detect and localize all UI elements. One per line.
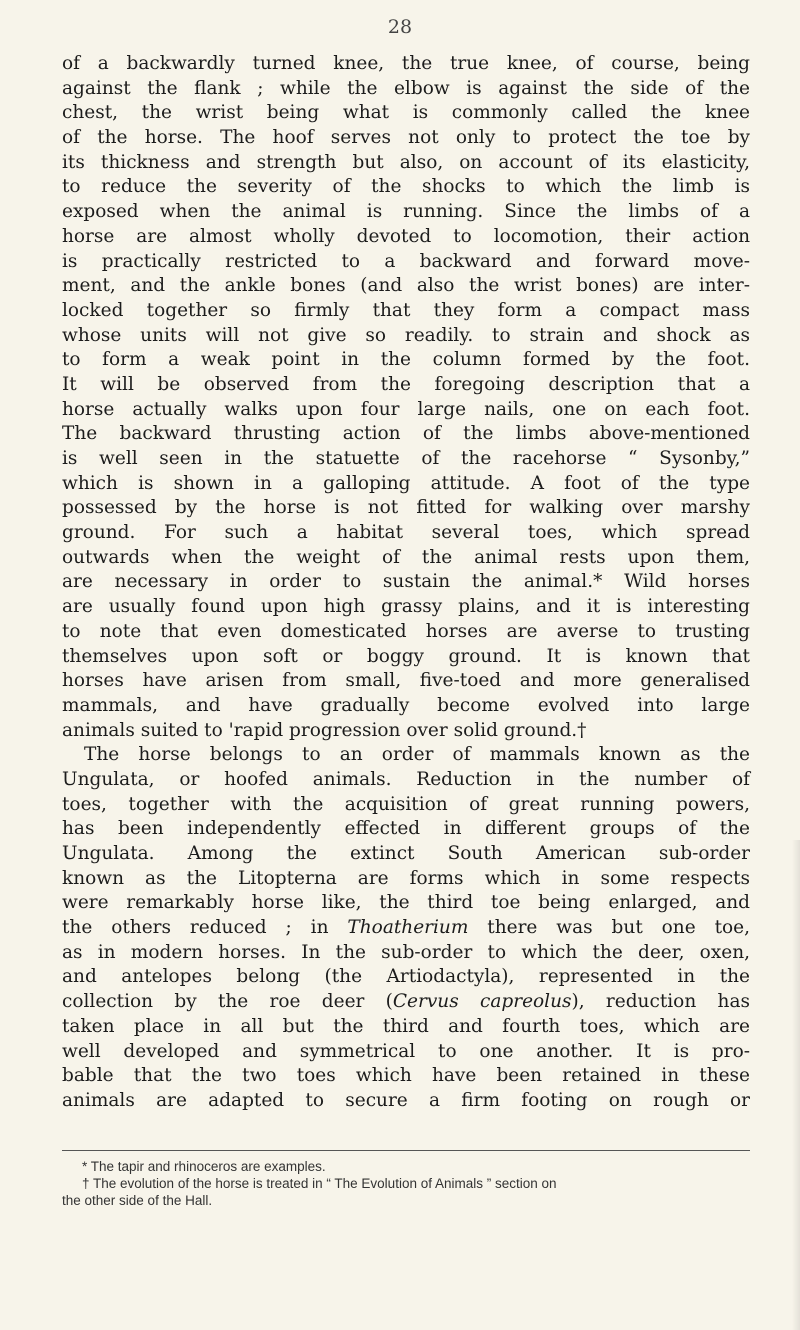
text-line: which is shown in a galloping attitude. A foot of the type [62, 472, 750, 494]
text-line: is well seen in the statuette of the racehorse “ Sysonby,” [62, 448, 750, 469]
text-run: there was but one toe, [468, 917, 750, 939]
text-line: has been independently effected in different groups of the [62, 818, 750, 840]
page-number: 28 [387, 16, 413, 38]
text-line: locked together so firmly that they form a compact mass [62, 299, 750, 321]
text-line: Ungulata. Among the extinct South American sub-order [62, 843, 750, 864]
text-line: animals suited to 'rapid progression over solid ground.† [62, 719, 587, 741]
text-line: well developed and symmetrical to one another. It is pro- [62, 1040, 750, 1062]
footnote: * The tapir and rhinoceros are examples. [82, 1159, 326, 1174]
text-line: are usually found upon high grassy plains, and it is interesting [62, 596, 750, 618]
text-line: is practically restricted to a backward and forward move- [62, 250, 750, 272]
text-line: to note that even domesticated horses are averse to trusting [62, 620, 750, 642]
text-line: known as the Litopterna are forms which in some respects [62, 867, 750, 889]
text-run: the others reduced ; in [62, 917, 348, 939]
text-line: and antelopes belong (the Artiodactyla), represented in the [62, 966, 750, 988]
text-line: Ungulata, or hoofed animals. Reduction in the number of [62, 768, 750, 790]
text-line: ment, and the ankle bones (and also the wrist bones) are inter- [62, 275, 750, 297]
text-line: mammals, and have gradually become evolved into large [62, 694, 750, 716]
text-line: of the horse. The hoof serves not only to protect the toe by [62, 127, 750, 149]
body-text [62, 52, 750, 1114]
footnote: † The evolution of the horse is treated in “ The Evolution of Animals ” section on [82, 1176, 557, 1191]
text-line: to reduce the severity of the shocks to which the limb is [62, 176, 750, 198]
text-line: its thickness and strength but also, on account of its elasticity, [62, 151, 750, 173]
text-line [62, 916, 750, 941]
text-line: as in modern horses. In the sub-order to which the deer, oxen, [62, 941, 750, 963]
text-line: to form a weak point in the column formed by the foot. [62, 349, 750, 371]
text-line: outwards when the weight of the animal rests upon them, [62, 546, 750, 568]
text-line: themselves upon soft or boggy ground. It is known that [62, 645, 750, 667]
text-line: were remarkably horse like, the third toe being enlarged, and [62, 892, 750, 914]
species-name: Cervus capreolus [392, 991, 572, 1013]
text-line: toes, together with the acquisition of great running powers, [62, 793, 750, 815]
text-line: against the flank ; while the elbow is against the side of the [62, 77, 750, 99]
genus-name: Thoatherium [347, 917, 469, 939]
text-line: horse are almost wholly devoted to locomotion, their action [62, 225, 750, 247]
text-line: taken place in all but the third and fourth toes, which are [62, 1015, 750, 1037]
text-line: ground. For such a habitat several toes, which spread [62, 522, 750, 544]
text-line: animals are adapted to secure a firm footing on rough or [62, 1089, 750, 1111]
text-run: collection by the roe deer ( [62, 991, 393, 1013]
footnote-divider [62, 1150, 750, 1151]
footnotes [62, 1158, 750, 1209]
text-line: chest, the wrist being what is commonly called the knee [62, 102, 750, 124]
text-line: exposed when the animal is running. Since the limbs of a [62, 201, 750, 223]
text-line: It will be observed from the foregoing description that a [62, 373, 750, 395]
text-line: whose units will not give so readily. to strain and shock as [62, 324, 750, 346]
text-run: ), reduction has [571, 991, 750, 1013]
text-line: horse actually walks upon four large nails, one on each foot. [62, 398, 750, 420]
text-line [62, 990, 750, 1015]
text-line: of a backwardly turned knee, the true knee, of course, being [62, 53, 750, 74]
text-line: The backward thrusting action of the limbs above-mentioned [62, 423, 750, 445]
text-line: horses have arisen from small, five-toed and more generalised [62, 670, 750, 692]
text-line: bable that the two toes which have been retained in these [62, 1065, 750, 1087]
text-line: The horse belongs to an order of mammals known as the [84, 744, 750, 766]
page-edge-shadow [792, 840, 800, 1330]
footnote-continuation: the other side of the Hall. [62, 1193, 213, 1208]
text-line: are necessary in order to sustain the animal.* Wild horses [62, 571, 750, 593]
text-line: possessed by the horse is not fitted for walking over marshy [62, 497, 750, 519]
